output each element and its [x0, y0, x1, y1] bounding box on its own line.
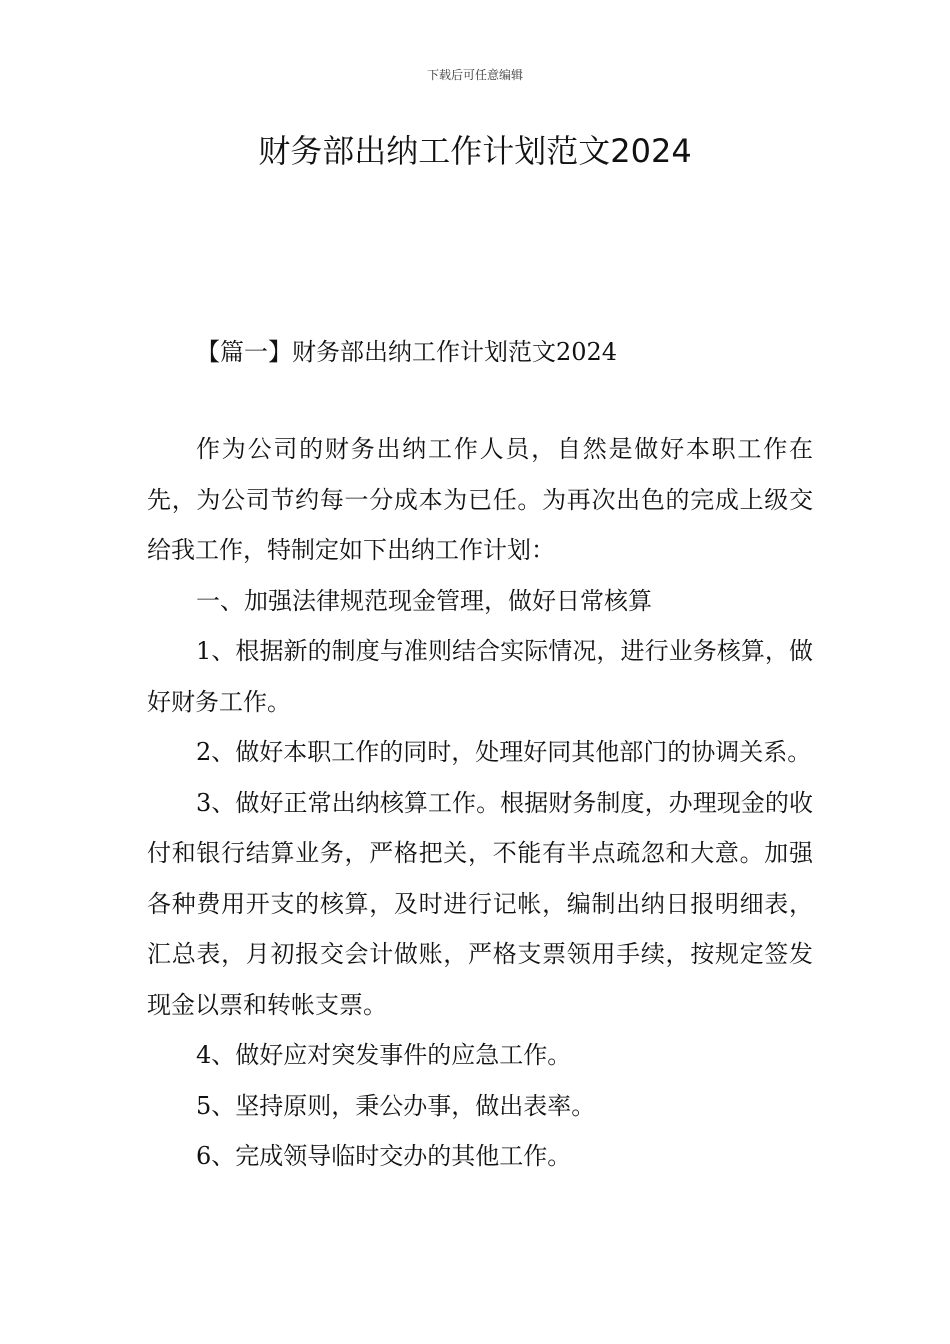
document-body [147, 424, 813, 1182]
paragraph-item-5: 5、坚持原则，秉公办事，做出表率。 [196, 1091, 596, 1120]
paragraph-item-4: 4、做好应对突发事件的应急工作。 [196, 1041, 572, 1069]
section-heading: 【篇一】财务部出纳工作计划范文2024 [196, 338, 618, 366]
paragraph-item-2: 2、做好本职工作的同时，处理好同其他部门的协调关系。 [196, 738, 812, 766]
paragraph-item-6: 6、完成领导临时交办的其他工作。 [196, 1142, 572, 1170]
paragraph-item-3: 3、做好正常出纳核算工作。根据财务制度，办理现金的收付和银行结算业务，严格把关，不能有半点疏忽和大意。加强各种费用开支的核算，及时进行记帐，编制出纳日报明细表，汇总表，月初报交会计做账，严格支票领用手续，按规定签发现金以票和转帐支票。 [147, 788, 813, 1019]
document-title: 财务部出纳工作计划范文2024 [258, 132, 692, 170]
paragraph-intro: 作为公司的财务出纳工作人员，自然是做好本职工作在先，为公司节约每一分成本为已任。为再次出色的完成上级交给我工作，特制定如下出纳工作计划： [147, 435, 813, 564]
header-note: 下载后可任意编辑 [426, 68, 523, 82]
paragraph-item-1: 1、根据新的制度与准则结合实际情况，进行业务核算，做好财务工作。 [147, 637, 813, 716]
paragraph-heading-one: 一、加强法律规范现金管理，做好日常核算 [196, 586, 652, 615]
